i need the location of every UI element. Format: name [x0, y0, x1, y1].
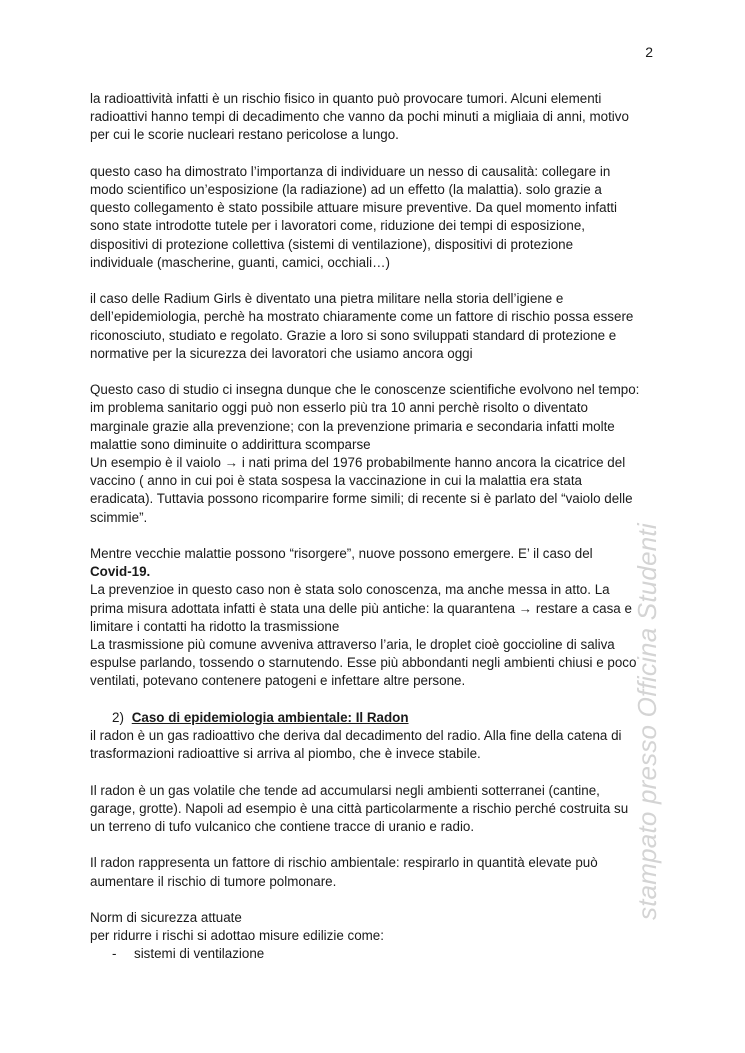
paragraph-radon-volatile — [90, 782, 665, 837]
paragraph-safety-norms — [90, 909, 665, 964]
text-line: dispositivi di protezione collettiva (sistemi di ventilazione), dispositivi di protezione — [90, 236, 574, 252]
text-line: individuale (mascherine, guanti, camici, occhiali…) — [90, 254, 390, 270]
text-line: La trasmissione più comune avveniva attraverso l’aria, le droplet cioè goccioline di saliva — [90, 637, 615, 653]
text-line: Il radon è un gas volatile che tende ad accumularsi negli ambienti sotterranei (cantine, — [90, 782, 600, 798]
watermark: stampato presso Officina Studenti — [632, 523, 662, 920]
text-line: scimmie”. — [90, 509, 148, 525]
text-line: eradicata). Tuttavia possono ricomparire forme simili; di recente si è parlato del “vaiolo delle — [90, 491, 633, 507]
text-line: La prevenzioe in questo caso non è stata solo conoscenza, ma anche messa in atto. La — [90, 582, 610, 598]
text-line: espulse parlando, tossendo o starnutendo. Esse più abbondanti negli ambienti chiusi e poco — [90, 655, 637, 671]
covid-heading: Covid-19. — [90, 564, 151, 580]
text-line: questo caso ha dimostrato l’importanza di individuare un nesso di causalità: collegare in — [90, 163, 611, 179]
text-line: la radioattività infatti è un rischio fisico in quanto può provocare tumori. Alcuni elementi — [90, 91, 602, 106]
list-item-text: sistemi di ventilazione — [134, 946, 265, 962]
list-item — [90, 945, 665, 963]
text-line: il caso delle Radium Girls è diventato una pietra militare nella storia dell’igiene e — [90, 291, 564, 307]
paragraph-causality — [90, 163, 665, 272]
section-heading — [90, 709, 665, 727]
section-number: 2) — [112, 709, 124, 725]
paragraph-knowledge-evolution — [90, 381, 665, 527]
paragraph-radium-girls — [90, 290, 665, 363]
text-line: un terreno di tufo vulcanico che contiene tracce di uranio e radio. — [90, 819, 475, 835]
paragraph-radon-risk — [90, 854, 665, 890]
section-radon — [90, 709, 665, 764]
text-line: ventilati, potevano contenere patogeni e infettare altre persone. — [90, 673, 466, 689]
text-line: Questo caso di studio ci insegna dunque che le conoscenze scientifiche evolvono nel tempo: — [90, 382, 640, 398]
paragraph-covid — [90, 545, 665, 691]
text-line: garage, grotte). Napoli ad esempio è una città particolarmente a rischio perché costruita su — [90, 800, 629, 816]
page-number: 2 — [645, 44, 653, 60]
text-line: per ridurre i rischi si adottao misure edilizie come: — [90, 928, 384, 944]
text-line: Un esempio è il vaiolo → i nati prima del 1976 probabilmente hanno ancora la cicatrice del — [90, 455, 626, 471]
text-line: riconosciuto, studiato e regolato. Grazie a loro si sono sviluppati standard di protezione e — [90, 327, 617, 343]
text-line: im problema sanitario oggi può non esserlo più tra 10 anni perchè risolto o diventato — [90, 400, 588, 416]
text-line: trasformazioni radioattive si arriva al piombo, che è invece stabile. — [90, 746, 481, 762]
text-line: radioattivi hanno tempi di decadimento che vanno da pochi minuti a migliaia di anni, motivo — [90, 109, 629, 125]
text-line: dell’epidemiologia, perchè ha mostrato chiaramente come un fattore di rischio possa essere — [90, 309, 634, 325]
text-line: Norm di sicurezza attuate — [90, 910, 242, 926]
text-line: prima misura adottata infatti è stata una delle più antiche: la quarantena → restare a casa e — [90, 600, 632, 616]
text-line: modo scientifico un’esposizione (la radiazione) ad un effetto (la malattia). solo grazie a — [90, 182, 602, 197]
text-line: sono state introdotte tutele per i lavoratori come, riduzione dei tempi di esposizione, — [90, 218, 585, 234]
text-line: aumentare il rischio di tumore polmonare. — [90, 873, 337, 889]
text-line: Mentre vecchie malattie possono “risorgere”, nuove possono emergere. E’ il caso del — [90, 546, 593, 562]
text-line: il radon è un gas radioattivo che deriva dal decadimento del radio. Alla fine della catena di — [90, 728, 622, 744]
text-line: normative per la sicurezza dei lavoratori che usiamo ancora oggi — [90, 345, 473, 361]
text-line: vaccino ( anno in cui poi è stata sospesa la vaccinazione in cui la malattia era stata — [90, 473, 583, 489]
paragraph-radioactivity — [90, 90, 665, 145]
text-line: per cui le scorie nucleari restano pericolose a lungo. — [90, 127, 399, 143]
text-line: Il radon rappresenta un fattore di rischio ambientale: respirarlo in quantità elevate può — [90, 855, 598, 871]
text-line: malattie sono diminuite o addirittura scomparse — [90, 436, 371, 452]
section-title: Caso di epidemiologia ambientale: Il Radon — [131, 709, 409, 725]
document-body — [90, 90, 665, 964]
text-line: marginale grazie alla prevenzione; con la prevenzione primaria e secondaria infatti molte — [90, 418, 615, 434]
text-line: limitare i contatti ha ridotto la trasmissione — [90, 618, 340, 634]
text-line: questo collegamento è stato possibile attuare misure preventive. Da quel momento infatti — [90, 200, 617, 216]
list-dash: - — [112, 946, 117, 962]
